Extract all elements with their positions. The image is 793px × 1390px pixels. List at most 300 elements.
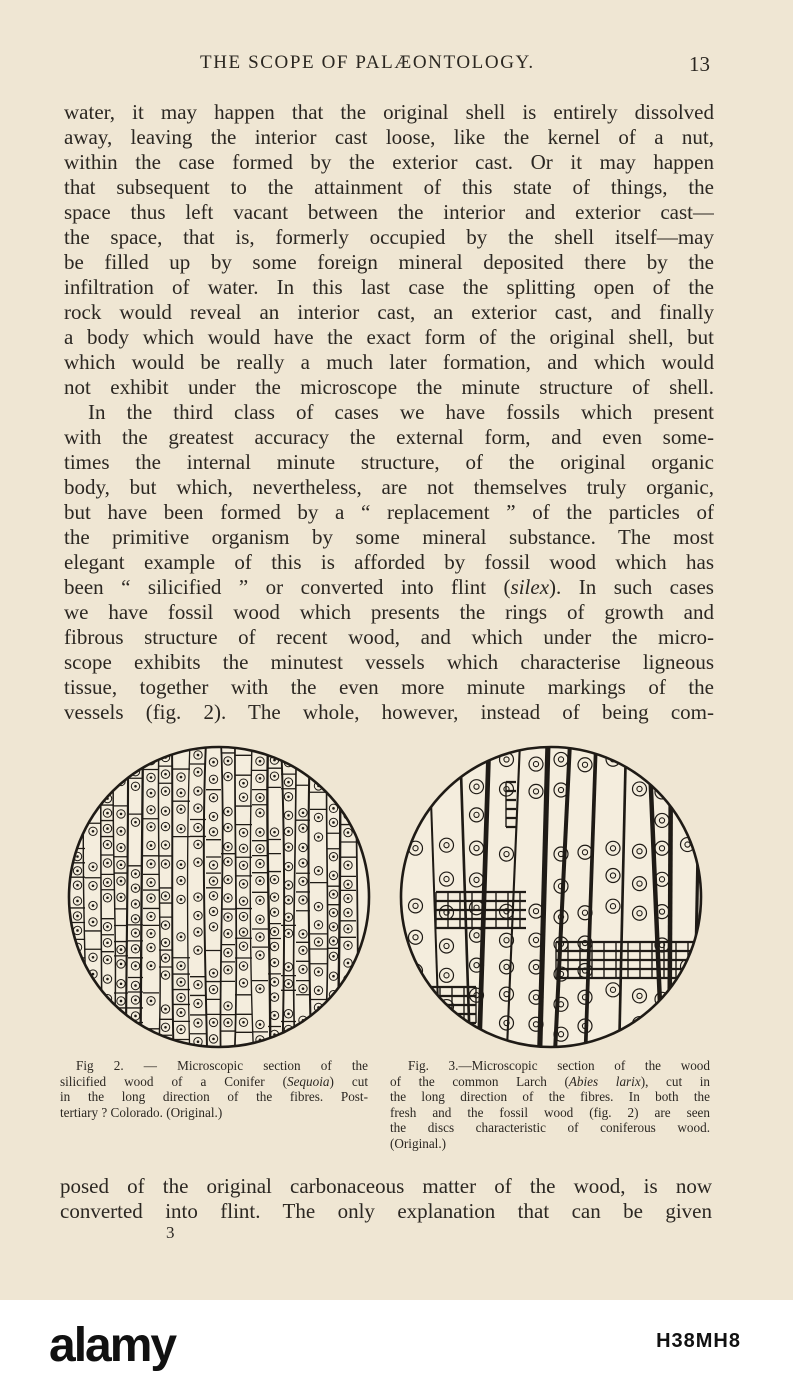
- pit-center: [76, 965, 79, 968]
- pit-disc: [131, 1026, 139, 1034]
- pit-center: [259, 987, 262, 990]
- pit-disc: [329, 1045, 337, 1052]
- pit-disc: [73, 1039, 81, 1047]
- pit-center: [76, 998, 79, 1001]
- pit-center: [180, 981, 183, 984]
- pit-center: [332, 955, 335, 958]
- pit-center: [106, 896, 109, 899]
- pit-center: [76, 770, 79, 773]
- pit-disc: [344, 1018, 352, 1026]
- pit-center: [242, 831, 245, 834]
- pit-center: [197, 931, 200, 934]
- pit-center: [347, 928, 350, 931]
- caption-line: the discs characteristic of coniferous wood.: [390, 1120, 710, 1135]
- pit-center: [347, 897, 350, 900]
- pit-center: [134, 984, 137, 987]
- text-line: not exhibit under the microscope the minute structure of shell.: [64, 375, 714, 399]
- pit-center: [332, 874, 335, 877]
- pit-center: [242, 1021, 245, 1024]
- pit-center: [76, 884, 79, 887]
- pit-center: [347, 883, 350, 886]
- pit-center: [164, 957, 167, 960]
- pit-center: [242, 931, 245, 934]
- pit-center: [259, 811, 262, 814]
- pit-center: [134, 948, 137, 951]
- pit-center: [212, 815, 215, 818]
- pit-center: [347, 760, 350, 763]
- pit-center: [134, 932, 137, 935]
- pit-center: [332, 772, 335, 775]
- watermark-footer: [0, 1300, 793, 1390]
- pit-center: [150, 897, 153, 900]
- pit-center: [164, 863, 167, 866]
- pit-center: [120, 1015, 123, 1018]
- pit-center: [227, 1005, 230, 1008]
- pit-center: [317, 869, 320, 872]
- pit-aperture: [413, 1000, 418, 1005]
- pit-center: [332, 925, 335, 928]
- bordered-pit: [440, 1033, 454, 1047]
- pit-center: [347, 775, 350, 778]
- pit-center: [212, 972, 215, 975]
- pit-aperture: [444, 754, 449, 759]
- pit-center: [242, 847, 245, 850]
- pit-center: [302, 880, 305, 883]
- pit-center: [273, 896, 276, 899]
- text-line-with-italic: [64, 575, 714, 600]
- pit-center: [227, 932, 230, 935]
- pit-center: [120, 1030, 123, 1033]
- pit-center: [259, 847, 262, 850]
- pit-aperture: [685, 991, 690, 996]
- bordered-pit: [409, 780, 423, 794]
- text-line: space thus left vacant between the interior and exterior cast—: [64, 200, 714, 224]
- pit-center: [259, 954, 262, 957]
- pit-aperture: [413, 968, 418, 973]
- pit-center: [212, 988, 215, 991]
- pit-center: [287, 932, 290, 935]
- pit-center: [106, 958, 109, 961]
- pit-center: [197, 1002, 200, 1005]
- pit-center: [197, 1022, 200, 1025]
- bordered-pit: [409, 995, 423, 1009]
- bordered-pit: [681, 752, 695, 766]
- pit-center: [227, 951, 230, 954]
- pit-center: [134, 887, 137, 890]
- pit-disc: [73, 1010, 81, 1018]
- pit-disc: [314, 767, 322, 775]
- pit-center: [120, 846, 123, 849]
- pit-center: [273, 775, 276, 778]
- pit-center: [164, 825, 167, 828]
- pit-disc: [329, 1010, 337, 1018]
- pit-disc: [89, 755, 97, 763]
- fig3-illustration: [396, 742, 706, 1052]
- pit-center: [347, 1021, 350, 1024]
- pit-center: [302, 862, 305, 865]
- pit-center: [76, 855, 79, 858]
- pit-center: [332, 893, 335, 896]
- pit-center: [227, 860, 230, 863]
- pit-center: [197, 790, 200, 793]
- pit-center: [259, 777, 262, 780]
- pit-center: [212, 778, 215, 781]
- pit-center: [180, 879, 183, 882]
- pit-disc: [177, 1043, 185, 1051]
- pit-center: [287, 846, 290, 849]
- pit-center: [317, 1025, 320, 1028]
- pit-aperture: [637, 759, 642, 764]
- pit-disc: [89, 985, 97, 993]
- pit-center: [76, 1013, 79, 1016]
- pit-center: [273, 831, 276, 834]
- pit-center: [259, 760, 262, 763]
- pit-center: [92, 921, 95, 924]
- text-line: rock would reveal an interior cast, an exterior cast, and finally: [64, 300, 714, 324]
- pit-center: [197, 771, 200, 774]
- pit-center: [134, 1029, 137, 1032]
- pit-center: [259, 899, 262, 902]
- pit-center: [227, 897, 230, 900]
- pit-center: [134, 1015, 137, 1018]
- pit-center: [180, 808, 183, 811]
- pit-center: [287, 982, 290, 985]
- pit-center: [134, 872, 137, 875]
- pit-center: [92, 904, 95, 907]
- text-line: posed of the original carbonaceous matter of the wood, is now: [60, 1174, 712, 1198]
- pit-disc: [73, 819, 81, 827]
- pit-center: [120, 963, 123, 966]
- pit-center: [259, 796, 262, 799]
- pit-center: [150, 946, 153, 949]
- caption-line: (Original.): [390, 1135, 447, 1151]
- pit-center: [164, 1042, 167, 1045]
- caption-line: Fig. 3.—Microscopic section of the wood: [408, 1058, 710, 1073]
- pit-center: [150, 915, 153, 918]
- pit-disc: [117, 759, 125, 767]
- pit-center: [332, 790, 335, 793]
- pit-center: [287, 916, 290, 919]
- pit-center: [120, 948, 123, 951]
- pit-center: [180, 863, 183, 866]
- pit-center: [212, 910, 215, 913]
- pit-center: [347, 978, 350, 981]
- page-number: 13: [689, 52, 710, 76]
- pit-center: [197, 826, 200, 829]
- pit-center: [347, 864, 350, 867]
- pit-center: [150, 863, 153, 866]
- pit-center: [92, 956, 95, 959]
- pit-center: [259, 918, 262, 921]
- text-line: that subsequent to the attainment of this state of things, the: [64, 175, 714, 199]
- pit-center: [347, 962, 350, 965]
- text-line: a body which would have the exact form of the original shell, but: [64, 325, 714, 349]
- text-line: vessels (fig. 2). The whole, however, instead of being com-: [64, 700, 714, 724]
- pit-center: [273, 911, 276, 914]
- pit-center: [164, 773, 167, 776]
- pit-disc: [89, 1014, 97, 1022]
- pit-center: [242, 864, 245, 867]
- pit-center: [273, 961, 276, 964]
- text-line: within the case formed by the exterior cast. Or it may happen: [64, 150, 714, 174]
- pit-disc: [117, 1027, 125, 1035]
- pit-disc: [89, 1000, 97, 1008]
- pit-aperture: [474, 754, 479, 759]
- pit-center: [76, 870, 79, 873]
- pit-center: [120, 813, 123, 816]
- pit-center: [76, 822, 79, 825]
- pit-center: [150, 809, 153, 812]
- pit-disc: [299, 1030, 307, 1038]
- pit-center: [273, 996, 276, 999]
- pit-center: [212, 926, 215, 929]
- pit-center: [332, 1013, 335, 1016]
- text-line: but have been formed by a “ replacement ” of the particles of: [64, 500, 714, 524]
- pit-aperture: [444, 1037, 449, 1042]
- pit-center: [150, 964, 153, 967]
- pit-center: [92, 988, 95, 991]
- pit-center: [287, 966, 290, 969]
- pit-center: [242, 883, 245, 886]
- pit-center: [302, 846, 305, 849]
- caption-line: in the long direction of the fibres. Post-: [60, 1089, 368, 1104]
- pit-center: [180, 898, 183, 901]
- pit-center: [287, 830, 290, 833]
- bordered-pit: [409, 1024, 423, 1038]
- caption-line: fresh and the fossil wood (fig. 2) are seen: [390, 1104, 710, 1120]
- pit-center: [259, 831, 262, 834]
- tracheid-wall: [669, 742, 671, 1052]
- pit-center: [332, 911, 335, 914]
- caption-line: the long direction of the fibres. In both the: [390, 1089, 710, 1104]
- bordered-pit: [655, 755, 669, 769]
- bordered-pit: [633, 755, 647, 769]
- pit-disc: [314, 1036, 322, 1044]
- pit-center: [317, 1039, 320, 1042]
- bordered-pit: [470, 750, 484, 764]
- pit-center: [134, 754, 137, 757]
- pit-center: [259, 1023, 262, 1026]
- pit-center: [197, 807, 200, 810]
- pit-center: [164, 974, 167, 977]
- bordered-pit: [440, 749, 454, 763]
- pit-disc: [299, 755, 307, 763]
- pit-center: [150, 776, 153, 779]
- pit-disc: [89, 1046, 97, 1052]
- text-segment: ) cut: [329, 1073, 368, 1089]
- pit-center: [164, 844, 167, 847]
- pit-center: [92, 1003, 95, 1006]
- pit-disc: [344, 1034, 352, 1042]
- pit-center: [259, 879, 262, 882]
- pit-center: [134, 965, 137, 968]
- bordered-pit: [409, 752, 423, 766]
- pit-center: [242, 915, 245, 918]
- pit-center: [150, 825, 153, 828]
- pit-center: [197, 983, 200, 986]
- pit-center: [76, 1027, 79, 1030]
- pit-center: [227, 1021, 230, 1024]
- pit-center: [150, 844, 153, 847]
- pit-disc: [329, 787, 337, 795]
- text-line: elegant example of this is afforded by fossil wood which has: [64, 550, 714, 574]
- pit-center: [120, 830, 123, 833]
- pit-center: [120, 982, 123, 985]
- pit-aperture: [413, 756, 418, 761]
- pit-center: [134, 903, 137, 906]
- pit-disc: [131, 751, 139, 759]
- pit-center: [150, 932, 153, 935]
- text-segment: been “ silicified ” or converted into flint (: [64, 575, 511, 599]
- pit-center: [242, 782, 245, 785]
- pit-center: [164, 941, 167, 944]
- pit-center: [212, 880, 215, 883]
- text-line: water, it may happen that the original shell is entirely dissolved: [64, 100, 714, 124]
- pit-center: [212, 1021, 215, 1024]
- pit-disc: [103, 778, 111, 786]
- pit-disc: [117, 1042, 125, 1050]
- pit-center: [134, 999, 137, 1002]
- pit-center: [164, 895, 167, 898]
- pit-center: [273, 981, 276, 984]
- caption-line-with-italic: [390, 1074, 710, 1090]
- pit-center: [92, 1031, 95, 1034]
- pit-aperture: [413, 785, 418, 790]
- pit-center: [332, 1048, 335, 1051]
- pit-center: [287, 814, 290, 817]
- text-line: body, but which, nevertheless, are not themselves truly organic,: [64, 475, 714, 499]
- pit-center: [259, 936, 262, 939]
- pit-center: [134, 1048, 137, 1051]
- pit-center: [227, 760, 230, 763]
- text-line: times the internal minute structure, of the original organic: [64, 450, 714, 474]
- pit-center: [106, 978, 109, 981]
- pit-center: [347, 944, 350, 947]
- pit-center: [302, 933, 305, 936]
- pit-center: [287, 865, 290, 868]
- pit-center: [106, 843, 109, 846]
- pit-center: [92, 865, 95, 868]
- pit-center: [242, 945, 245, 948]
- pit-center: [287, 795, 290, 798]
- pit-aperture: [637, 1021, 642, 1026]
- pit-center: [332, 940, 335, 943]
- image-code: H38MH8: [656, 1330, 741, 1352]
- italic-term: silex: [510, 575, 550, 599]
- pit-center: [106, 925, 109, 928]
- pit-center: [164, 1008, 167, 1011]
- paragraph-start-line: In the third class of cases we have fossils which present: [88, 400, 714, 424]
- pit-disc: [161, 1039, 169, 1047]
- pit-center: [332, 975, 335, 978]
- pit-center: [242, 796, 245, 799]
- text-line: be filled up by some foreign mineral deposited there by the: [64, 250, 714, 274]
- pit-center: [212, 831, 215, 834]
- pit-disc: [103, 1043, 111, 1051]
- text-line: the space, that is, formerly occupied by the shell itself—may: [64, 225, 714, 249]
- pit-disc: [73, 785, 81, 793]
- text-line: converted into flint. The only explanation that can be given: [60, 1199, 712, 1223]
- pit-center: [92, 1049, 95, 1052]
- pit-disc: [73, 962, 81, 970]
- text-line: fibrous structure of recent wood, and which under the micro-: [64, 625, 714, 649]
- pit-aperture: [413, 816, 418, 821]
- pit-center: [106, 862, 109, 865]
- pit-center: [76, 981, 79, 984]
- text-segment: silicified wood of a Conifer (: [60, 1073, 287, 1089]
- pit-center: [302, 827, 305, 830]
- pit-center: [287, 884, 290, 887]
- pit-center: [150, 1000, 153, 1003]
- text-line: with the greatest accuracy the external form, and even some-: [64, 425, 714, 449]
- bordered-pit: [681, 1013, 695, 1027]
- caption-line: Fig 2. — Microscopic section of the: [76, 1058, 368, 1073]
- pit-disc: [314, 1022, 322, 1030]
- pit-center: [212, 761, 215, 764]
- pit-center: [106, 762, 109, 765]
- pit-center: [302, 811, 305, 814]
- pit-center: [106, 1046, 109, 1049]
- pit-center: [212, 796, 215, 799]
- pit-center: [106, 941, 109, 944]
- pit-center: [317, 770, 320, 773]
- pit-center: [317, 905, 320, 908]
- text-line: tissue, together with the even more minute markings of the: [64, 675, 714, 699]
- pit-disc: [344, 757, 352, 765]
- pit-center: [180, 1028, 183, 1031]
- pit-center: [197, 861, 200, 864]
- pit-center: [76, 929, 79, 932]
- italic-term: Abies larix: [568, 1073, 641, 1089]
- pit-center: [242, 900, 245, 903]
- pit-center: [347, 1007, 350, 1010]
- pit-center: [347, 814, 350, 817]
- pit-center: [120, 863, 123, 866]
- pit-center: [273, 878, 276, 881]
- pit-center: [120, 880, 123, 883]
- pit-center: [150, 881, 153, 884]
- pit-center: [106, 812, 109, 815]
- pit-center: [150, 1036, 153, 1039]
- pit-center: [332, 807, 335, 810]
- pit-center: [180, 1046, 183, 1049]
- pit-center: [317, 924, 320, 927]
- pit-center: [164, 1026, 167, 1029]
- pit-center: [347, 831, 350, 834]
- caption-line-with-italic: [60, 1074, 368, 1090]
- pit-center: [134, 785, 137, 788]
- pit-center: [197, 1040, 200, 1043]
- pit-center: [106, 881, 109, 884]
- pit-disc: [299, 1050, 307, 1052]
- text-segment: ), cut in: [640, 1073, 710, 1089]
- pit-center: [227, 969, 230, 972]
- pit-center: [76, 915, 79, 918]
- running-title: THE SCOPE OF PALÆONTOLOGY.: [200, 52, 535, 73]
- pit-disc: [344, 773, 352, 781]
- pit-center: [227, 810, 230, 813]
- pit-disc: [89, 1028, 97, 1036]
- stock-brand-logo: alamy: [49, 1319, 176, 1372]
- pit-center: [197, 914, 200, 917]
- pit-center: [317, 989, 320, 992]
- pit-center: [259, 862, 262, 865]
- pit-center: [92, 830, 95, 833]
- pit-center: [180, 996, 183, 999]
- pit-center: [120, 1000, 123, 1003]
- pit-disc: [329, 769, 337, 777]
- pit-center: [212, 895, 215, 898]
